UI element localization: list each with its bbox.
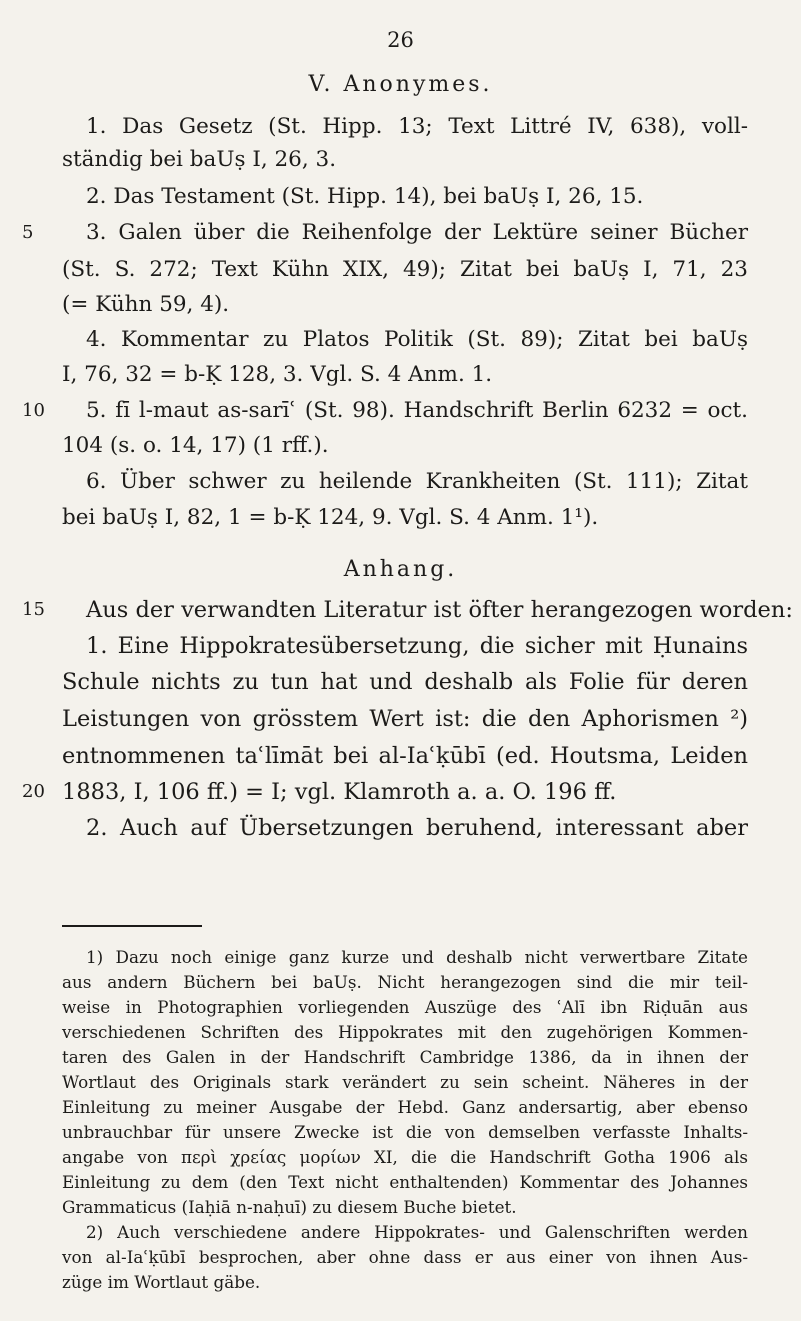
page-number: 26 xyxy=(387,28,414,52)
footnote-line: von al-Iaʿḳūbī besprochen, aber ohne dass er aus einer von ihnen Aus- xyxy=(62,1247,748,1267)
footnote-line: 2) Auch verschiedene andere Hippokrates- und Galenschriften werden xyxy=(86,1222,748,1242)
footnote-line: angabe von περὶ χρείας μορίων XI, die die Handschrift Gotha 1906 als xyxy=(62,1147,748,1167)
body-line: 5. fī l-maut as-sarīʿ (St. 98). Handschrift Berlin 6232 = oct. xyxy=(86,398,748,423)
appendix-line: Schule nichts zu tun hat und deshalb als Folie für deren xyxy=(62,669,748,695)
footnote-line: Einleitung zu meiner Ausgabe der Hebd. Ganz andersartig, aber ebenso xyxy=(62,1097,748,1117)
footnote-line: weise in Photographien vorliegenden Auszüge des ʿAlī ibn Riḍuān aus xyxy=(62,997,748,1017)
footnote-line: Wortlaut des Originals stark verändert zu sein scheint. Näheres in der xyxy=(62,1072,748,1092)
line-number: 5 xyxy=(22,222,34,243)
footnote-line: verschiedenen Schriften des Hippokrates mit den zugehörigen Kommen- xyxy=(62,1022,748,1042)
appendix-line: Leistungen von grösstem Wert ist: die den Aphorismen ²) xyxy=(62,706,748,732)
footnote-separator xyxy=(62,925,202,927)
body-line: 4. Kommentar zu Platos Politik (St. 89); Zitat bei baUṣ xyxy=(86,327,748,352)
footnote-line: unbrauchbar für unsere Zwecke ist die von demselben verfasste Inhalts- xyxy=(62,1122,748,1142)
footnote-line: aus andern Büchern bei baUṣ. Nicht herangezogen sind die mir teil- xyxy=(62,972,748,992)
section-heading: V. Anonymes. xyxy=(308,72,493,97)
appendix-line: 2. Auch auf Übersetzungen beruhend, interessant aber xyxy=(86,815,748,841)
body-line: (St. S. 272; Text Kühn XIX, 49); Zitat bei baUṣ I, 71, 23 xyxy=(62,257,748,282)
body-line: 104 (s. o. 14, 17) (1 rff.). xyxy=(62,433,329,458)
line-number: 15 xyxy=(22,599,45,620)
body-line: ständig bei baUṣ I, 26, 3. xyxy=(62,147,337,172)
body-line: 6. Über schwer zu heilende Krankheiten (St. 111); Zitat xyxy=(86,469,748,494)
appendix-line: Aus der verwandten Literatur ist öfter herangezogen worden: xyxy=(86,597,793,623)
body-line: (= Kühn 59, 4). xyxy=(62,292,230,317)
footnote-line: Einleitung zu dem (den Text nicht enthaltenden) Kommentar des Johannes xyxy=(62,1172,748,1192)
appendix-line: entnommenen taʿlīmāt bei al-Iaʿḳūbī (ed. Houtsma, Leiden xyxy=(62,743,748,769)
appendix-heading: Anhang. xyxy=(343,557,458,582)
footnote-line: taren des Galen in der Handschrift Cambridge 1386, da in ihnen der xyxy=(62,1047,748,1067)
body-line: 2. Das Testament (St. Hipp. 14), bei baUṣ I, 26, 15. xyxy=(86,184,644,209)
line-number: 10 xyxy=(22,400,45,421)
body-line: 1. Das Gesetz (St. Hipp. 13; Text Littré IV, 638), voll- xyxy=(86,114,748,139)
line-number: 20 xyxy=(22,781,45,802)
appendix-line: 1. Eine Hippokratesübersetzung, die sicher mit Ḥunains xyxy=(86,633,748,659)
body-line: I, 76, 32 = b-Ḳ 128, 3. Vgl. S. 4 Anm. 1. xyxy=(62,362,493,387)
appendix-line: 1883, I, 106 ff.) = I; vgl. Klamroth a. a. O. 196 ff. xyxy=(62,779,617,805)
body-line: 3. Galen über die Reihenfolge der Lektüre seiner Bücher xyxy=(86,220,748,245)
body-line: bei baUṣ I, 82, 1 = b-Ḳ 124, 9. Vgl. S. 4 Anm. 1¹). xyxy=(62,505,599,530)
footnote-line: Grammaticus (Iaḥiā n-naḥuī) zu diesem Buche bietet. xyxy=(62,1197,517,1217)
footnote-line: 1) Dazu noch einige ganz kurze und deshalb nicht verwertbare Zitate xyxy=(86,947,748,967)
footnote-line: züge im Wortlaut gäbe. xyxy=(62,1272,261,1292)
